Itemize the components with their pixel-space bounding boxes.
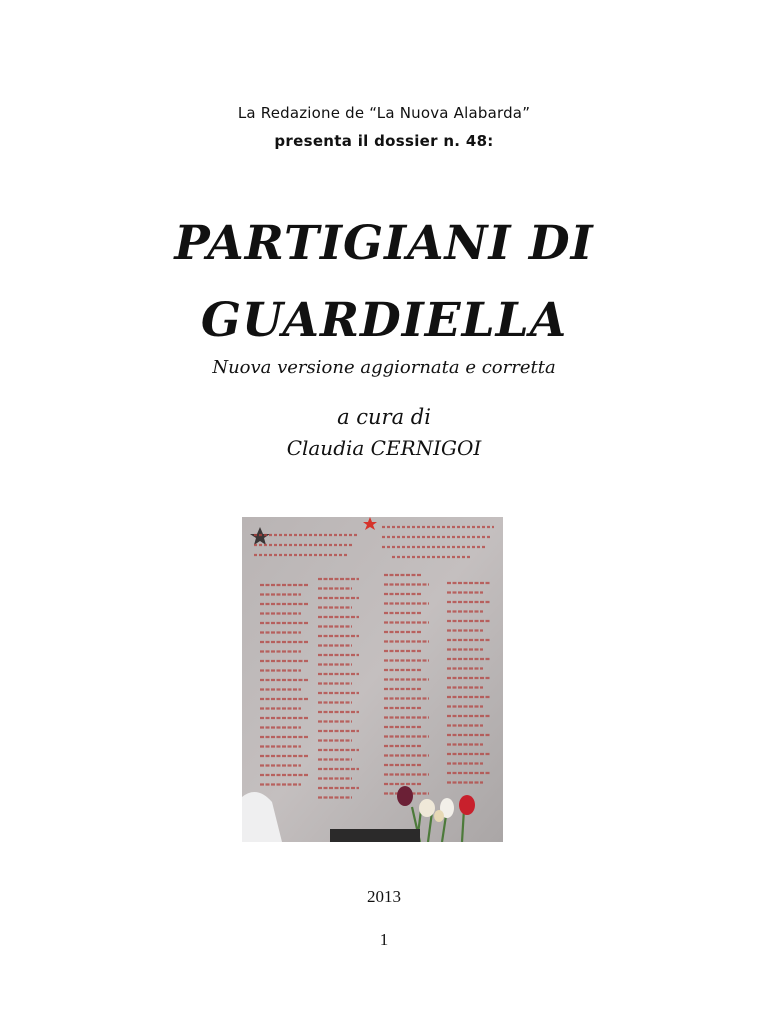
subtitle: Nuova versione aggiornata e corretta	[212, 357, 556, 378]
page-number: 1	[379, 930, 389, 949]
title-line-2: GUARDIELLA	[200, 293, 568, 348]
year: 2013	[367, 887, 401, 906]
editor-name: Claudia CERNIGOI	[286, 436, 482, 460]
editor-label: a cura di	[337, 405, 431, 429]
dossier-line: presenta il dossier n. 48:	[274, 132, 494, 150]
title-line-1: PARTIGIANI DI	[174, 216, 594, 271]
intro-line: La Redazione de “La Nuova Alabarda”	[237, 104, 531, 122]
plaque-stone	[242, 517, 503, 842]
plaque-base-shadow	[330, 829, 420, 842]
memorial-plaque-photo	[242, 517, 503, 842]
